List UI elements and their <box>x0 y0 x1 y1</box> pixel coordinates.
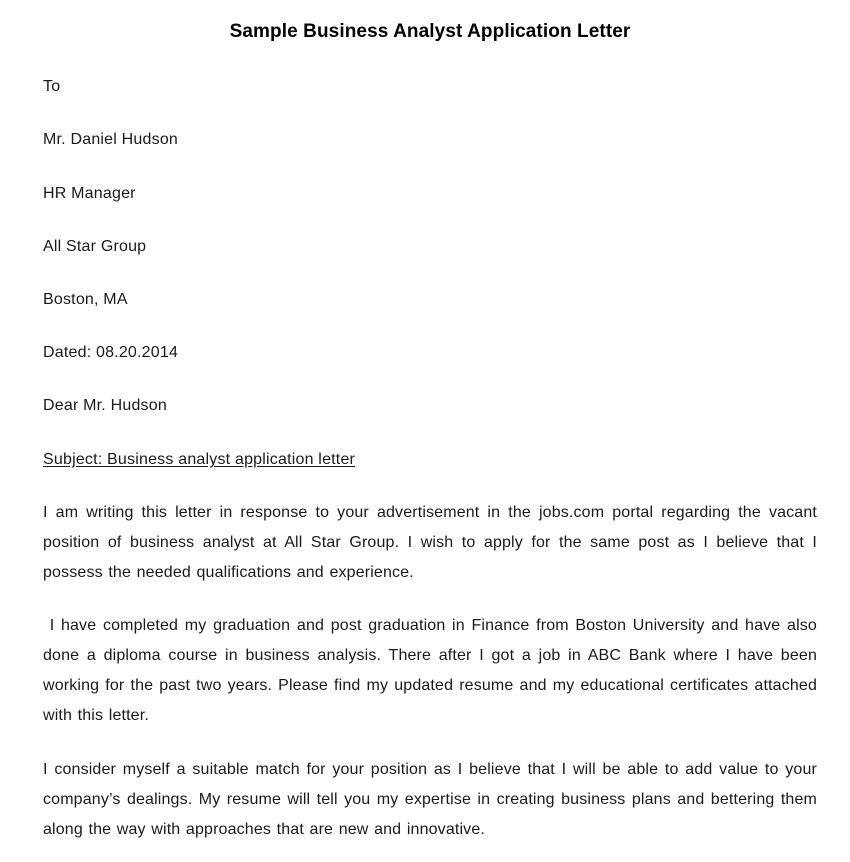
recipient-title: HR Manager <box>43 185 136 202</box>
recipient-name: Mr. Daniel Hudson <box>43 131 179 148</box>
letter-date: Dated: 08.20.2014 <box>43 344 179 361</box>
recipient-company: All Star Group <box>43 238 147 255</box>
salutation: Dear Mr. Hudson <box>43 397 167 414</box>
body-paragraph-1: I am writing this letter in response to your advertisement in the jobs.com portal regarding the vacant position of business analyst at All Star Group. I wish to apply for the same post as I believe that I possess the needed qualifications and experience. <box>43 504 817 581</box>
address-to: To <box>43 78 61 95</box>
body-paragraph-3: I consider myself a suitable match for your position as I believe that I will be able to add value to your company’s dealings. My resume will tell you my expertise in creating business plans and bettering them along the way with approaches that are new and innovative. <box>43 761 817 838</box>
recipient-location: Boston, MA <box>43 291 128 308</box>
body-paragraph-2: I have completed my graduation and post graduation in Finance from Boston University and have also done a diploma course in business analysis. There after I got a job in ABC Bank where I have been working for the past two years. Please find my updated resume and my educational certificates attached with this letter. <box>43 617 823 724</box>
subject-line: Subject: Business analyst application letter <box>43 451 356 468</box>
document-title: Sample Business Analyst Application Letter <box>229 21 631 42</box>
